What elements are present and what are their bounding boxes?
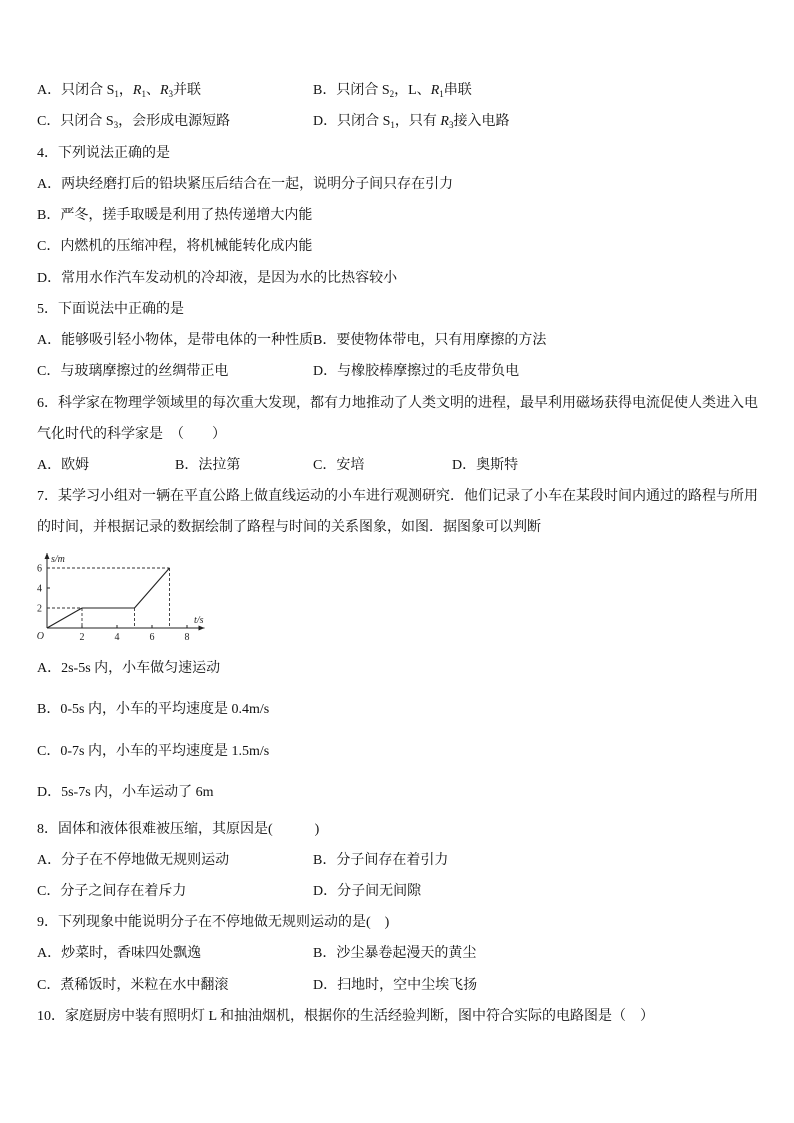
q4-option-c: C．内燃机的压缩冲程，将机械能转化成内能 (37, 239, 313, 254)
q6-stem-line-2: 气化时代的科学家是 （ ） (37, 427, 226, 442)
x-tick-label: 8 (184, 632, 190, 643)
option-text: B．只闭合 S (313, 83, 390, 98)
q8-option-d: D．分子间无间隙 (313, 884, 422, 899)
option-text: 、 (145, 83, 160, 98)
variable: R (159, 83, 169, 98)
y-tick-label: 2 (37, 603, 42, 615)
x-tick-label: 2 (79, 632, 85, 643)
q9-option-a: A．炒菜时，香味四处飘逸 (37, 946, 202, 961)
x-tick-label: 6 (149, 632, 155, 643)
subscript: 1 (114, 89, 119, 99)
q8-option-c: C．分子之间存在着斥力 (37, 884, 187, 899)
q8-option-a: A．分子在不停地做无规则运动 (37, 853, 230, 868)
option-text: ，只有 (394, 114, 441, 129)
x-axis-arrow (199, 626, 205, 631)
q6-option-c: C．安培 (313, 458, 365, 473)
subscript: 1 (141, 89, 146, 99)
q4-option-a: A．两块经磨打后的铅块紧压后结合在一起，说明分子间只存在引力 (37, 177, 454, 192)
y-tick-label: 6 (37, 563, 42, 575)
subscript: 3 (448, 120, 454, 130)
variable: R (430, 83, 440, 98)
subscript: 3 (113, 120, 119, 130)
variable: R (132, 83, 142, 98)
option-text: 并联 (173, 83, 202, 98)
option-text: ， (118, 83, 133, 98)
subscript: 3 (168, 89, 174, 99)
y-axis-arrow (45, 553, 50, 559)
q7-stem-line-2: 的时间，并根据记录的数据绘制了路程与时间的关系图象，如图．据图象可以判断 (37, 520, 541, 535)
subscript: 1 (390, 120, 395, 130)
q5-option-c: C．与玻璃摩擦过的丝绸带正电 (37, 364, 229, 379)
q5-option-b: B．要使物体带电，只有用摩擦的方法 (313, 333, 547, 348)
q6-option-b: B．法拉第 (175, 458, 241, 473)
q3-option-b (313, 81, 472, 101)
q9-option-b: B．沙尘暴卷起漫天的黄尘 (313, 946, 477, 961)
option-text: D．只闭合 S (313, 114, 391, 129)
q8-option-b: B．分子间存在着引力 (313, 853, 449, 868)
q7-option-b: B．0-5s 内，小车的平均速度是 0.4m/s (37, 702, 270, 717)
q4-stem: 4．下列说法正确的是 (37, 146, 170, 161)
subscript: 1 (439, 89, 444, 99)
variable: R (440, 114, 449, 129)
q3-option-d (313, 112, 509, 132)
q5-option-a: A．能够吸引轻小物体，是带电体的一种性质 (37, 333, 314, 348)
q6-option-a: A．欧姆 (37, 458, 90, 473)
q3-option-c (37, 112, 230, 132)
x-axis-label: t/s (194, 615, 204, 626)
q3-option-a (37, 81, 201, 101)
q7-option-d: D．5s-7s 内，小车运动了 6m (37, 785, 214, 800)
q7-option-c: C．0-7s 内，小车的平均速度是 1.5m/s (37, 744, 270, 759)
q8-stem: 8．固体和液体很难被压缩，其原因是( ) (37, 822, 320, 837)
y-tick-label: 4 (37, 583, 42, 595)
subscript: 2 (389, 89, 395, 99)
q4-option-d: D．常用水作汽车发动机的冷却液，是因为水的比热容较小 (37, 271, 398, 286)
q7-distance-time-graph (30, 548, 210, 644)
q5-stem: 5．下面说法中正确的是 (37, 302, 184, 317)
graph-segment (47, 608, 82, 628)
q9-stem: 9．下列现象中能说明分子在不停地做无规则运动的是( ) (37, 915, 390, 930)
option-text: C．只闭合 S (37, 114, 114, 129)
option-text: ，会形成电源短路 (118, 114, 231, 129)
q4-option-b: B．严冬，搓手取暖是利用了热传递增大内能 (37, 208, 313, 223)
q7-stem-line-1: 7．某学习小组对一辆在平直公路上做直线运动的小车进行观测研究．他们记录了小车在某段时间内通过的路程与所用 (37, 489, 758, 504)
y-axis-label: s/m (51, 554, 65, 565)
q6-stem-line-1: 6．科学家在物理学领域里的每次重大发现，都有力地推动了人类文明的进程，最早利用磁场获得电流促使人类进入电 (37, 396, 758, 411)
q7-option-a: A．2s-5s 内，小车做匀速运动 (37, 661, 221, 676)
option-text: ，L、 (394, 83, 431, 98)
graph-segment (135, 568, 170, 608)
q5-option-d: D．与橡胶棒摩擦过的毛皮带负电 (313, 364, 520, 379)
q9-option-c: C．煮稀饭时，米粒在水中翻滚 (37, 978, 229, 993)
q9-option-d: D．扫地时，空中尘埃飞扬 (313, 978, 478, 993)
option-text: 接入电路 (453, 114, 510, 129)
q10-stem: 10．家庭厨房中装有照明灯 L 和抽油烟机，根据你的生活经验判断，图中符合实际的电路图是（ ） (37, 1009, 655, 1024)
origin-label: O (36, 631, 44, 642)
option-text: A．只闭合 S (37, 83, 115, 98)
option-text: 串联 (443, 83, 472, 98)
q6-option-d: D．奥斯特 (452, 458, 519, 473)
x-tick-label: 4 (114, 632, 120, 643)
